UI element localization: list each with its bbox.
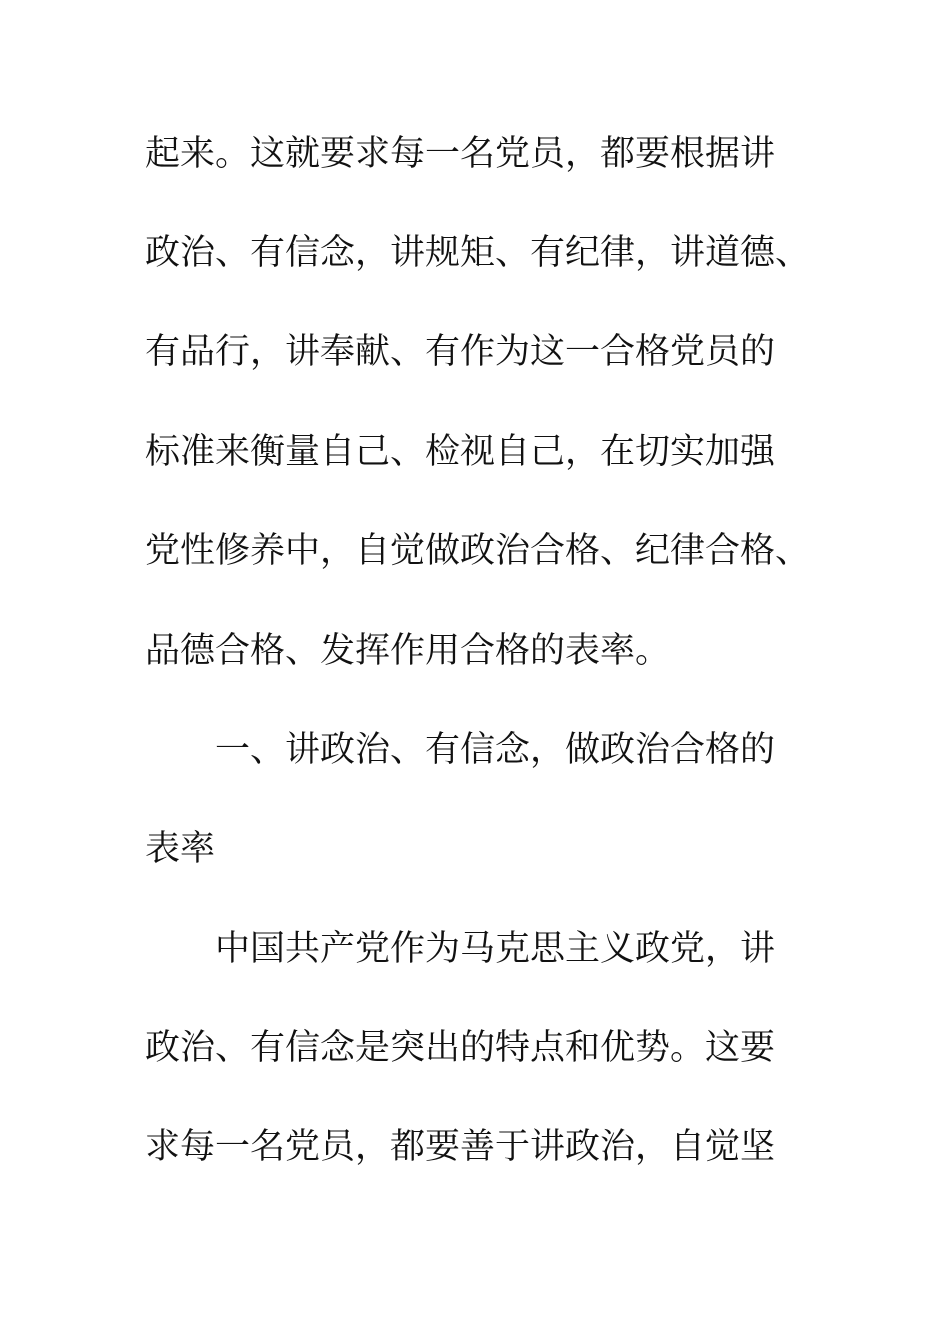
paragraph-line: 标准来衡量自己、检视自己，在切实加强 xyxy=(145,432,776,472)
paragraph-line: 党性修养中，自觉做政治合格、纪律合格、 xyxy=(145,531,811,571)
paragraph-line: 有品行，讲奉献、有作为这一合格党员的 xyxy=(145,332,776,372)
paragraph-line: 政治、有信念，讲规矩、有纪律，讲道德、 xyxy=(145,233,811,273)
section-heading-line: 一、讲政治、有信念，做政治合格的 xyxy=(215,730,776,770)
paragraph-line: 起来。这就要求每一名党员，都要根据讲 xyxy=(145,134,776,174)
paragraph-line: 求每一名党员，都要善于讲政治，自觉坚 xyxy=(145,1127,776,1167)
section-heading-line: 表率 xyxy=(145,829,216,869)
paragraph-line: 中国共产党作为马克思主义政党，讲 xyxy=(215,929,776,969)
paragraph-line: 品德合格、发挥作用合格的表率。 xyxy=(145,631,671,671)
paragraph-line: 政治、有信念是突出的特点和优势。这要 xyxy=(145,1028,776,1068)
